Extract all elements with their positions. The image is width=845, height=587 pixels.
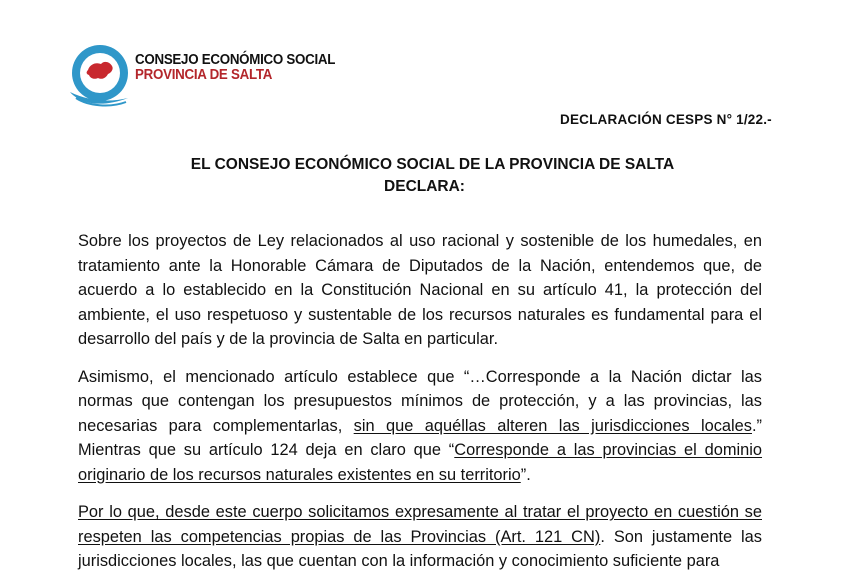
org-name-line2: PROVINCIA DE SALTA: [135, 67, 273, 83]
p2-underlined-2: Corresponde a las provincias el dominio originario de los recursos naturales existentes en su territorio: [78, 441, 763, 484]
document-title: [0, 154, 845, 198]
title-line2: DECLARA:: [384, 178, 465, 195]
p3-text-b: . Son justamente las jurisdicciones locales, las que cuentan con la información y conocimiento suficiente para: [78, 527, 762, 570]
org-name-line1: CONSEJO ECONÓMICO SOCIAL: [135, 52, 336, 68]
paragraph-3: [78, 500, 762, 574]
p2-text-c: .” Mientras que su artículo 124 deja en claro que “: [78, 416, 762, 459]
title-line1: EL CONSEJO ECONÓMICO SOCIAL DE LA PROVINCIA DE SALTA: [190, 156, 675, 173]
paragraph-2: [78, 365, 762, 488]
paragraph-1: Sobre los proyectos de Ley relacionados al uso racional y sostenible de los humedales, en tratamiento ante la Honorable Cámara de Diputados de la Nación, entendemos que, de acuerdo a lo establecido en la Constitución Nacional en su artículo 41, la protección del ambiente, el uso respetuoso y sustentable de los recursos naturales es fundamental para el desarrollo del país y de la provincia de Salta en particular.: [78, 232, 762, 348]
document-body: [78, 229, 762, 587]
p2-text-e: ”.: [520, 465, 531, 484]
p2-text-a: Asimismo, el mencionado artículo establece que “…Corresponde a la Nación dictar las normas que contengan los presupuestos mínimos de protección, y a las provincias, las necesarias para complementarlas,: [78, 367, 762, 435]
salta-province-logo-icon: [66, 40, 138, 110]
declaration-reference: DECLARACIÓN CESPS N° 1/22.-: [560, 112, 772, 127]
p2-underlined-1: sin que aquéllas alteren las jurisdicciones locales: [353, 416, 752, 435]
org-name: [135, 53, 335, 83]
p3-underlined: Por lo que, desde este cuerpo solicitamos expresamente al tratar el proyecto en cuestión se respeten las competencias propias de las Provincias (Art. 121 CN): [78, 503, 762, 546]
